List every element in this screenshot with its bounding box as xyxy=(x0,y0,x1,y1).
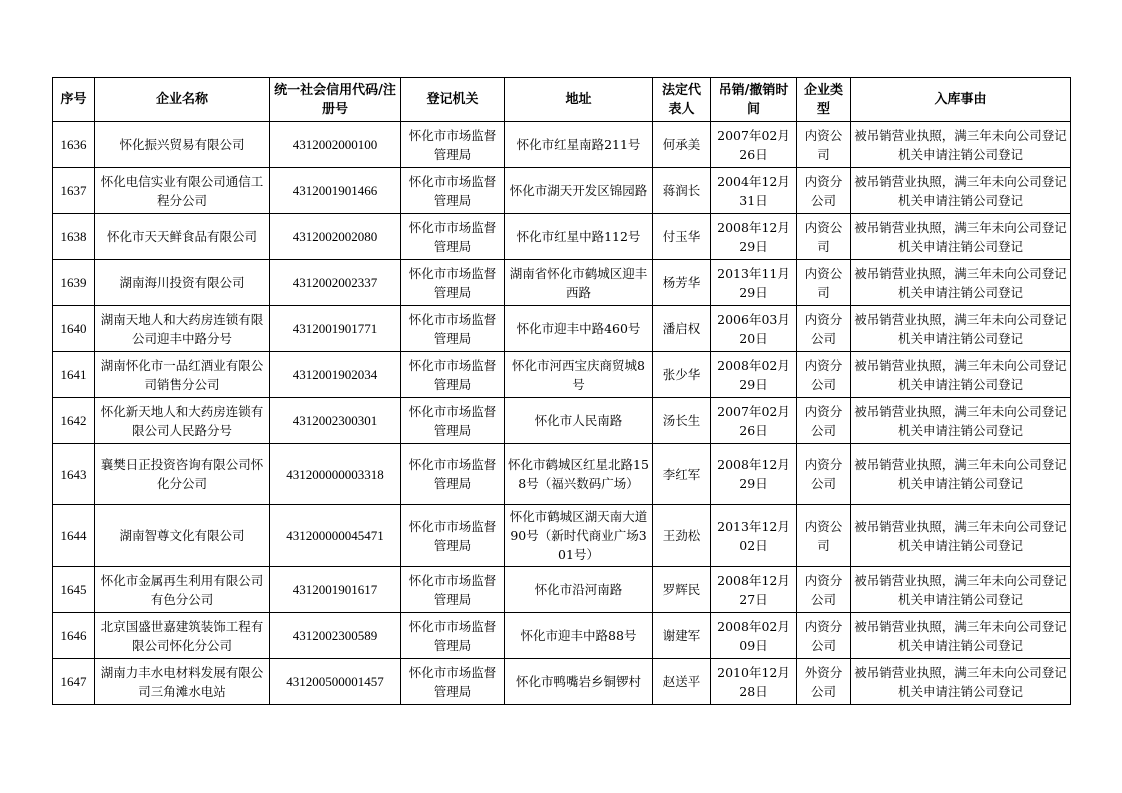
registration-authority-cell: 怀化市市场监督管理局 xyxy=(401,122,505,168)
address-cell: 怀化市人民南路 xyxy=(505,398,653,444)
registration-authority-cell: 怀化市市场监督管理局 xyxy=(401,398,505,444)
address-cell: 怀化市红星中路112号 xyxy=(505,214,653,260)
serial-number-cell: 1637 xyxy=(53,168,95,214)
credit-code-cell: 4312001902034 xyxy=(270,352,401,398)
legal-representative-cell: 何承美 xyxy=(653,122,711,168)
revocation-date-cell: 2013年11月29日 xyxy=(711,260,797,306)
header-row xyxy=(53,78,1071,122)
enterprise-type-cell: 内资公司 xyxy=(797,260,851,306)
inclusion-reason-cell: 被吊销营业执照，满三年未向公司登记机关申请注销公司登记 xyxy=(851,306,1071,352)
serial-number-cell: 1647 xyxy=(53,659,95,705)
revocation-date-cell: 2008年02月29日 xyxy=(711,352,797,398)
table-row xyxy=(53,659,1071,705)
credit-code-cell: 4312001901466 xyxy=(270,168,401,214)
revocation-date-cell: 2006年03月20日 xyxy=(711,306,797,352)
company-name-cell: 怀化新天地人和大药房连锁有限公司人民路分号 xyxy=(95,398,270,444)
enterprise-type-cell: 内资分公司 xyxy=(797,444,851,505)
table-row xyxy=(53,567,1071,613)
serial-number-cell: 1646 xyxy=(53,613,95,659)
inclusion-reason-cell: 被吊销营业执照，满三年未向公司登记机关申请注销公司登记 xyxy=(851,260,1071,306)
header-cell: 序号 xyxy=(53,78,95,122)
enterprise-type-cell: 内资分公司 xyxy=(797,168,851,214)
company-name-cell: 湖南智尊文化有限公司 xyxy=(95,505,270,567)
legal-representative-cell: 张少华 xyxy=(653,352,711,398)
registration-authority-cell: 怀化市市场监督管理局 xyxy=(401,659,505,705)
legal-representative-cell: 杨芳华 xyxy=(653,260,711,306)
legal-representative-cell: 李红军 xyxy=(653,444,711,505)
revocation-date-cell: 2008年12月29日 xyxy=(711,214,797,260)
address-cell: 怀化市迎丰中路88号 xyxy=(505,613,653,659)
address-cell: 怀化市红星南路211号 xyxy=(505,122,653,168)
legal-representative-cell: 蒋润长 xyxy=(653,168,711,214)
serial-number-cell: 1643 xyxy=(53,444,95,505)
serial-number-cell: 1636 xyxy=(53,122,95,168)
company-name-cell: 怀化电信实业有限公司通信工程分公司 xyxy=(95,168,270,214)
serial-number-cell: 1638 xyxy=(53,214,95,260)
address-cell: 怀化市鹤城区红星北路158号（福兴数码广场） xyxy=(505,444,653,505)
serial-number-cell: 1640 xyxy=(53,306,95,352)
table-row xyxy=(53,306,1071,352)
company-name-cell: 襄樊日正投资咨询有限公司怀化分公司 xyxy=(95,444,270,505)
table-row xyxy=(53,260,1071,306)
legal-representative-cell: 谢建军 xyxy=(653,613,711,659)
inclusion-reason-cell: 被吊销营业执照，满三年未向公司登记机关申请注销公司登记 xyxy=(851,613,1071,659)
credit-code-cell: 431200500001457 xyxy=(270,659,401,705)
revocation-date-cell: 2007年02月26日 xyxy=(711,398,797,444)
registration-authority-cell: 怀化市市场监督管理局 xyxy=(401,505,505,567)
registration-authority-cell: 怀化市市场监督管理局 xyxy=(401,352,505,398)
credit-code-cell: 4312002000100 xyxy=(270,122,401,168)
revocation-date-cell: 2008年02月09日 xyxy=(711,613,797,659)
revocation-date-cell: 2004年12月31日 xyxy=(711,168,797,214)
registration-authority-cell: 怀化市市场监督管理局 xyxy=(401,260,505,306)
legal-representative-cell: 罗辉民 xyxy=(653,567,711,613)
company-name-cell: 怀化市金属再生利用有限公司有色分公司 xyxy=(95,567,270,613)
credit-code-cell: 431200000045471 xyxy=(270,505,401,567)
credit-code-cell: 4312002002337 xyxy=(270,260,401,306)
credit-code-cell: 4312001901617 xyxy=(270,567,401,613)
registration-authority-cell: 怀化市市场监督管理局 xyxy=(401,306,505,352)
table-row xyxy=(53,505,1071,567)
legal-representative-cell: 王劲松 xyxy=(653,505,711,567)
serial-number-cell: 1645 xyxy=(53,567,95,613)
enterprise-type-cell: 内资分公司 xyxy=(797,352,851,398)
revocation-date-cell: 2010年12月28日 xyxy=(711,659,797,705)
company-name-cell: 怀化振兴贸易有限公司 xyxy=(95,122,270,168)
header-cell: 企业名称 xyxy=(95,78,270,122)
header-cell: 吊销/撤销时间 xyxy=(711,78,797,122)
table-row xyxy=(53,214,1071,260)
address-cell: 怀化市迎丰中路460号 xyxy=(505,306,653,352)
inclusion-reason-cell: 被吊销营业执照，满三年未向公司登记机关申请注销公司登记 xyxy=(851,352,1071,398)
legal-representative-cell: 汤长生 xyxy=(653,398,711,444)
header-cell: 登记机关 xyxy=(401,78,505,122)
registration-authority-cell: 怀化市市场监督管理局 xyxy=(401,214,505,260)
enterprise-type-cell: 内资分公司 xyxy=(797,567,851,613)
enterprise-type-cell: 内资公司 xyxy=(797,122,851,168)
legal-representative-cell: 付玉华 xyxy=(653,214,711,260)
header-cell: 企业类型 xyxy=(797,78,851,122)
inclusion-reason-cell: 被吊销营业执照，满三年未向公司登记机关申请注销公司登记 xyxy=(851,122,1071,168)
inclusion-reason-cell: 被吊销营业执照，满三年未向公司登记机关申请注销公司登记 xyxy=(851,168,1071,214)
enterprise-register-table xyxy=(52,77,1071,705)
serial-number-cell: 1639 xyxy=(53,260,95,306)
address-cell: 怀化市鸭嘴岩乡铜锣村 xyxy=(505,659,653,705)
revocation-date-cell: 2008年12月29日 xyxy=(711,444,797,505)
company-name-cell: 湖南力丰水电材料发展有限公司三角滩水电站 xyxy=(95,659,270,705)
company-name-cell: 北京国盛世嘉建筑装饰工程有限公司怀化分公司 xyxy=(95,613,270,659)
inclusion-reason-cell: 被吊销营业执照，满三年未向公司登记机关申请注销公司登记 xyxy=(851,505,1071,567)
inclusion-reason-cell: 被吊销营业执照，满三年未向公司登记机关申请注销公司登记 xyxy=(851,214,1071,260)
serial-number-cell: 1642 xyxy=(53,398,95,444)
enterprise-type-cell: 内资公司 xyxy=(797,505,851,567)
company-name-cell: 湖南海川投资有限公司 xyxy=(95,260,270,306)
company-name-cell: 怀化市天天鲜食品有限公司 xyxy=(95,214,270,260)
registration-authority-cell: 怀化市市场监督管理局 xyxy=(401,567,505,613)
table-body xyxy=(53,122,1071,705)
enterprise-type-cell: 外资分公司 xyxy=(797,659,851,705)
legal-representative-cell: 赵送平 xyxy=(653,659,711,705)
table-row xyxy=(53,168,1071,214)
enterprise-type-cell: 内资分公司 xyxy=(797,613,851,659)
header-cell: 入库事由 xyxy=(851,78,1071,122)
address-cell: 怀化市鹤城区湖天南大道90号（新时代商业广场301号） xyxy=(505,505,653,567)
serial-number-cell: 1644 xyxy=(53,505,95,567)
table-row xyxy=(53,613,1071,659)
address-cell: 怀化市沿河南路 xyxy=(505,567,653,613)
company-name-cell: 湖南天地人和大药房连锁有限公司迎丰中路分号 xyxy=(95,306,270,352)
revocation-date-cell: 2008年12月27日 xyxy=(711,567,797,613)
inclusion-reason-cell: 被吊销营业执照，满三年未向公司登记机关申请注销公司登记 xyxy=(851,567,1071,613)
enterprise-type-cell: 内资分公司 xyxy=(797,398,851,444)
table-row xyxy=(53,122,1071,168)
header-cell: 法定代表人 xyxy=(653,78,711,122)
enterprise-type-cell: 内资分公司 xyxy=(797,306,851,352)
inclusion-reason-cell: 被吊销营业执照，满三年未向公司登记机关申请注销公司登记 xyxy=(851,444,1071,505)
revocation-date-cell: 2007年02月26日 xyxy=(711,122,797,168)
registration-authority-cell: 怀化市市场监督管理局 xyxy=(401,444,505,505)
serial-number-cell: 1641 xyxy=(53,352,95,398)
legal-representative-cell: 潘启权 xyxy=(653,306,711,352)
credit-code-cell: 4312001901771 xyxy=(270,306,401,352)
inclusion-reason-cell: 被吊销营业执照，满三年未向公司登记机关申请注销公司登记 xyxy=(851,659,1071,705)
inclusion-reason-cell: 被吊销营业执照，满三年未向公司登记机关申请注销公司登记 xyxy=(851,398,1071,444)
registration-authority-cell: 怀化市市场监督管理局 xyxy=(401,168,505,214)
header-cell: 地址 xyxy=(505,78,653,122)
table-row xyxy=(53,352,1071,398)
credit-code-cell: 431200000003318 xyxy=(270,444,401,505)
address-cell: 湖南省怀化市鹤城区迎丰西路 xyxy=(505,260,653,306)
registration-authority-cell: 怀化市市场监督管理局 xyxy=(401,613,505,659)
enterprise-type-cell: 内资公司 xyxy=(797,214,851,260)
company-name-cell: 湖南怀化市一品红酒业有限公司销售分公司 xyxy=(95,352,270,398)
credit-code-cell: 4312002300301 xyxy=(270,398,401,444)
address-cell: 怀化市河西宝庆商贸城8号 xyxy=(505,352,653,398)
credit-code-cell: 4312002002080 xyxy=(270,214,401,260)
address-cell: 怀化市湖天开发区锦园路 xyxy=(505,168,653,214)
credit-code-cell: 4312002300589 xyxy=(270,613,401,659)
header-cell: 统一社会信用代码/注册号 xyxy=(270,78,401,122)
revocation-date-cell: 2013年12月02日 xyxy=(711,505,797,567)
table-row xyxy=(53,398,1071,444)
table-row xyxy=(53,444,1071,505)
